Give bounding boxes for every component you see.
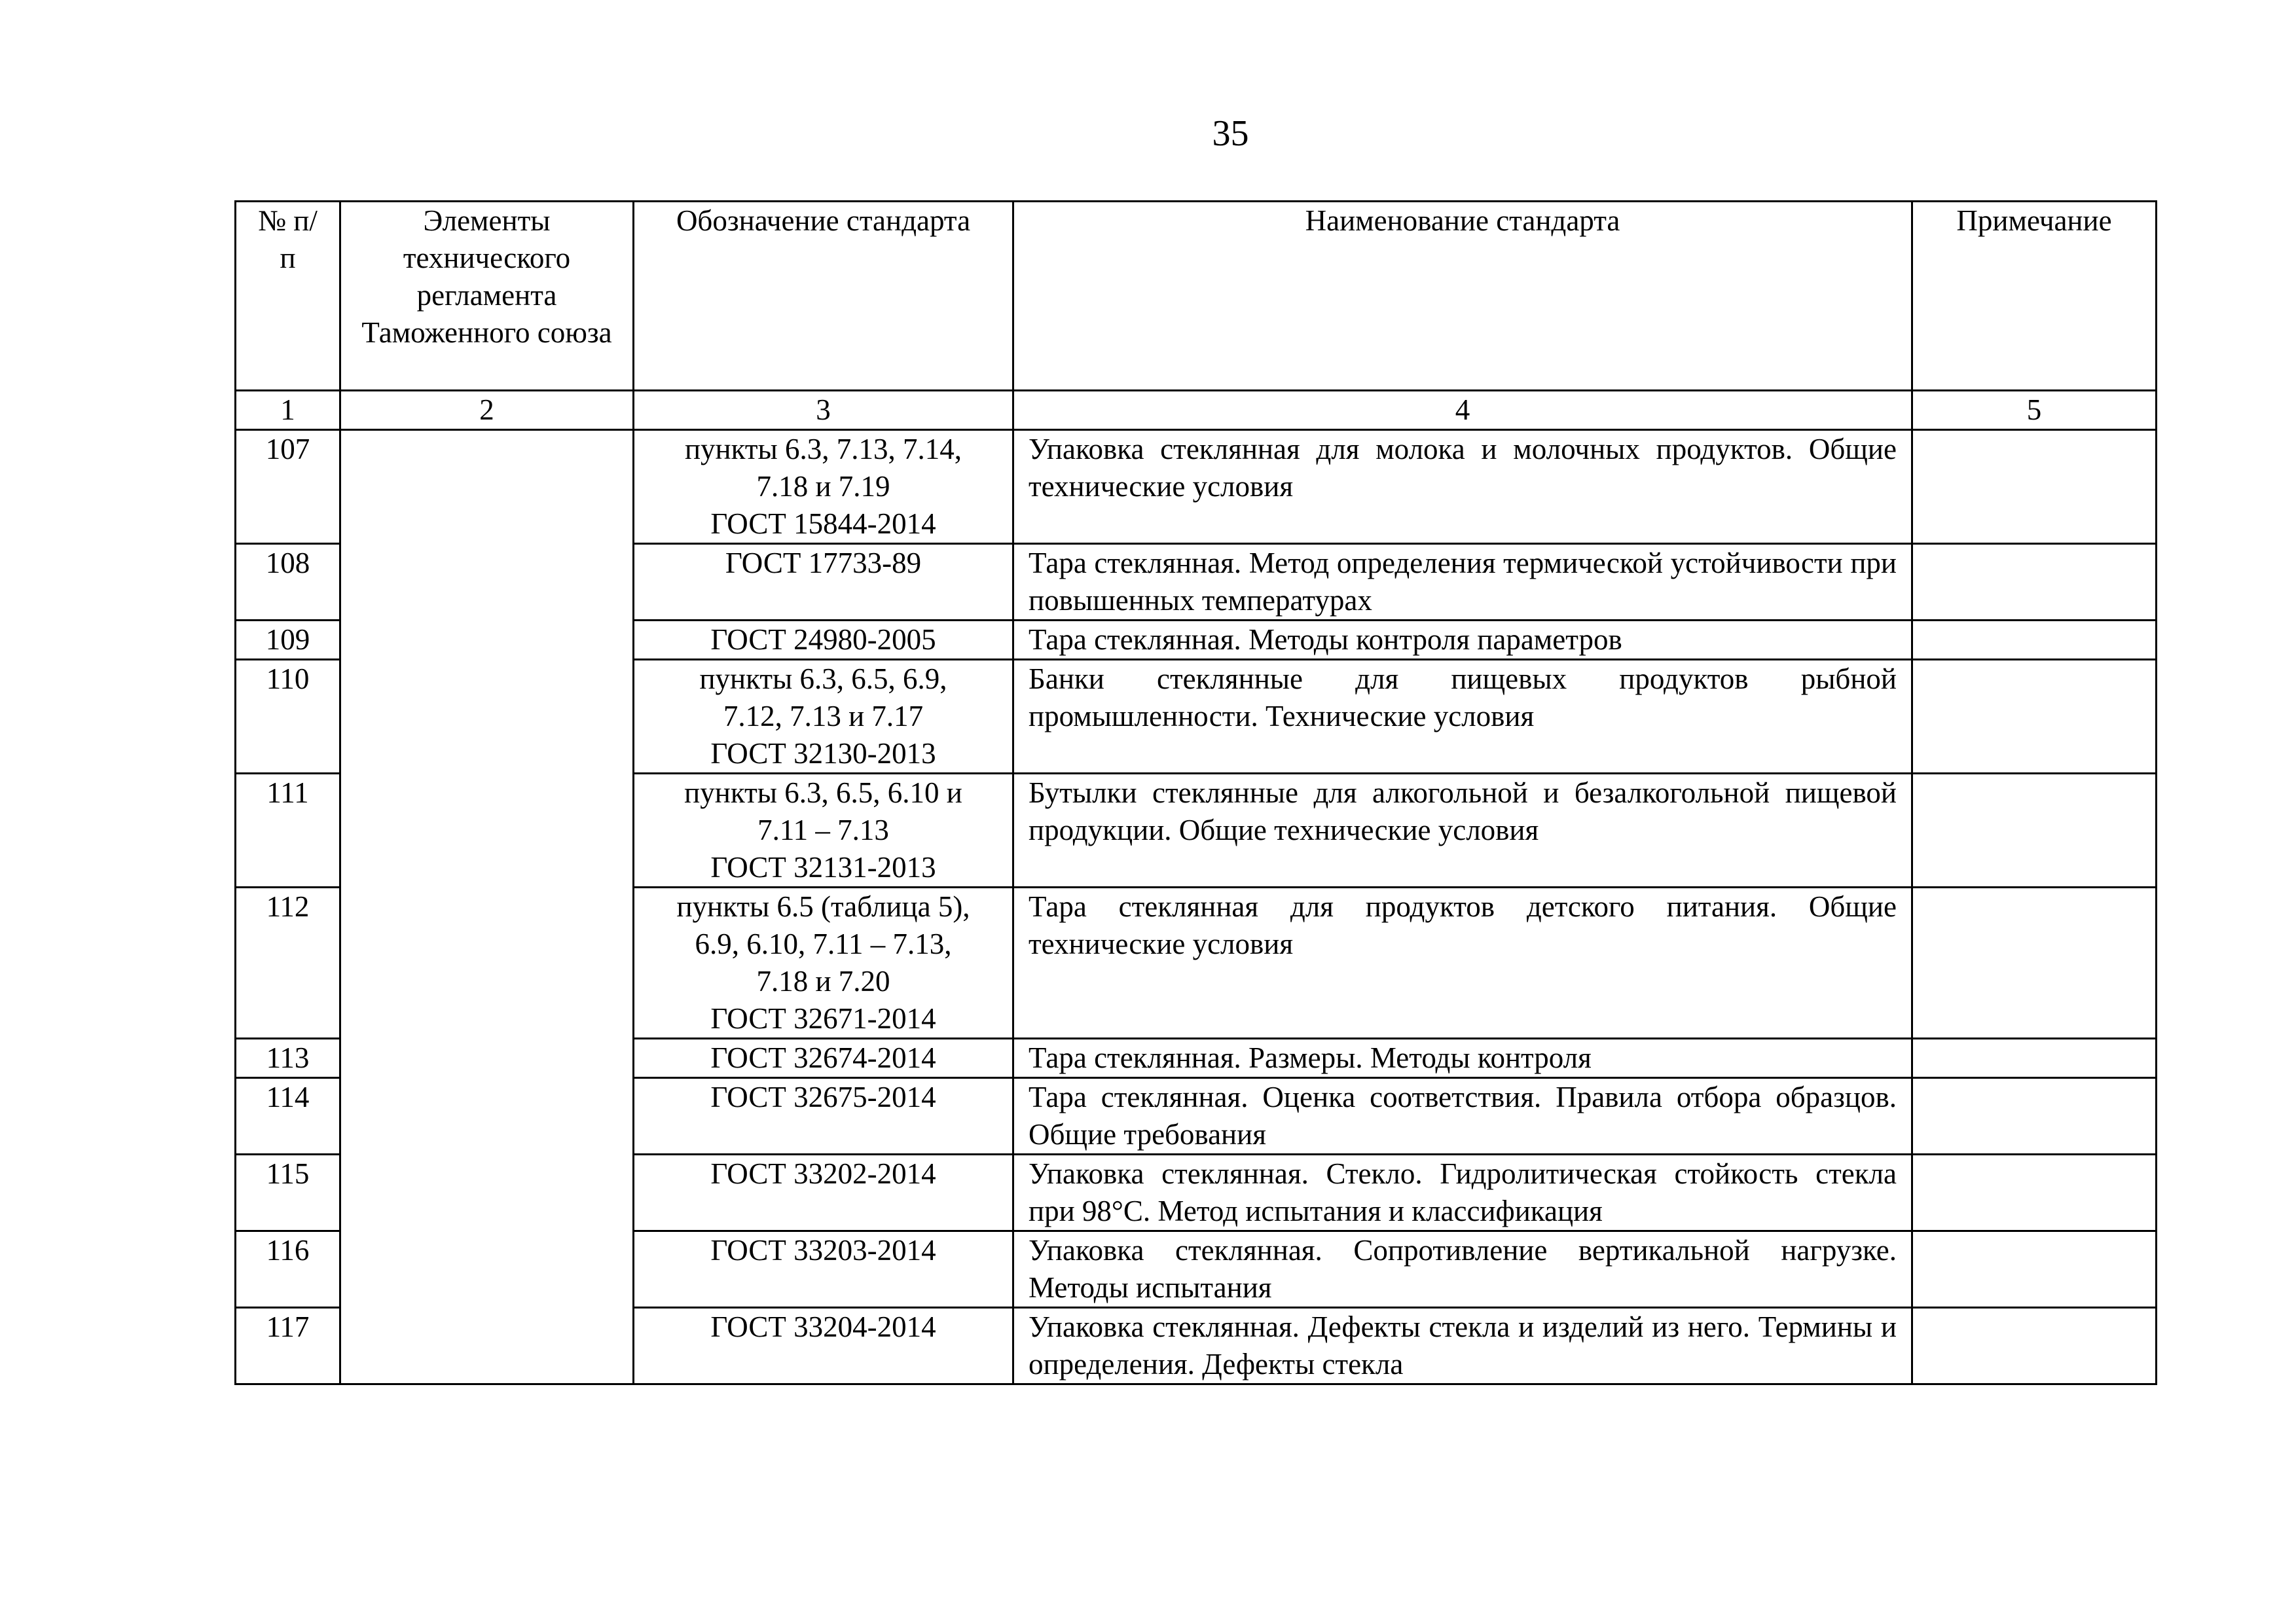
designation-cell: пункты 6.3, 7.13, 7.14, 7.18 и 7.19 ГОСТ 15844-2014 [634,430,1013,544]
note-cell [1912,1155,2157,1231]
note-cell [1912,544,2157,621]
name-cell: Упаковка стеклянная. Стекло. Гидролитическая стойкость стекла при 98°С. Метод испытания и классификация [1013,1155,1912,1231]
row-number: 111 [236,774,340,888]
row-number: 112 [236,888,340,1039]
column-number-row [236,391,2157,430]
name-cell: Упаковка стеклянная. Сопротивление вертикальной нагрузке. Методы испытания [1013,1231,1912,1308]
name-cell: Бутылки стеклянные для алкогольной и безалкогольной пищевой продукции. Общие технические условия [1013,774,1912,888]
column-number: 3 [634,391,1013,430]
name-cell: Упаковка стеклянная для молока и молочных продуктов. Общие технические условия [1013,430,1912,544]
header-elements: Элементы технического регламента Таможенного союза [340,202,634,391]
row-number: 117 [236,1308,340,1384]
name-cell: Тара стеклянная. Метод определения термической устойчивости при повышенных температурах [1013,544,1912,621]
column-number: 5 [1912,391,2157,430]
note-cell [1912,1308,2157,1384]
column-number: 1 [236,391,340,430]
header-note: Примечание [1912,202,2157,391]
designation-cell: ГОСТ 32674-2014 [634,1039,1013,1078]
note-cell [1912,1078,2157,1155]
column-number: 2 [340,391,634,430]
name-cell: Банки стеклянные для пищевых продуктов рыбной промышленности. Технические условия [1013,660,1912,774]
name-cell: Тара стеклянная. Оценка соответствия. Правила отбора образцов. Общие требования [1013,1078,1912,1155]
header-designation: Обозначение стандарта [634,202,1013,391]
note-cell [1912,621,2157,660]
note-cell [1912,774,2157,888]
header-row [236,202,2157,391]
row-number: 115 [236,1155,340,1231]
elements-cell [340,430,634,1384]
row-number: 116 [236,1231,340,1308]
designation-cell: ГОСТ 32675-2014 [634,1078,1013,1155]
note-cell [1912,1231,2157,1308]
row-number: 114 [236,1078,340,1155]
table-row [236,430,2157,544]
column-number: 4 [1013,391,1912,430]
row-number: 110 [236,660,340,774]
row-number: 108 [236,544,340,621]
designation-cell: ГОСТ 33202-2014 [634,1155,1013,1231]
header-name: Наименование стандарта [1013,202,1912,391]
designation-cell: пункты 6.5 (таблица 5), 6.9, 6.10, 7.11 – 7.13, 7.18 и 7.20 ГОСТ 32671-2014 [634,888,1013,1039]
note-cell [1912,1039,2157,1078]
note-cell [1912,430,2157,544]
name-cell: Тара стеклянная для продуктов детского питания. Общие технические условия [1013,888,1912,1039]
note-cell [1912,660,2157,774]
standards-table [234,200,2157,1385]
designation-cell: ГОСТ 33203-2014 [634,1231,1013,1308]
row-number: 113 [236,1039,340,1078]
designation-cell: ГОСТ 33204-2014 [634,1308,1013,1384]
header-number: № п/п [236,202,340,391]
page-number: 35 [1212,113,1249,154]
name-cell: Тара стеклянная. Размеры. Методы контроля [1013,1039,1912,1078]
designation-cell: ГОСТ 17733-89 [634,544,1013,621]
note-cell [1912,888,2157,1039]
designation-cell: пункты 6.3, 6.5, 6.9, 7.12, 7.13 и 7.17 ГОСТ 32130-2013 [634,660,1013,774]
designation-cell: ГОСТ 24980-2005 [634,621,1013,660]
name-cell: Тара стеклянная. Методы контроля параметров [1013,621,1912,660]
designation-cell: пункты 6.3, 6.5, 6.10 и 7.11 – 7.13 ГОСТ 32131-2013 [634,774,1013,888]
row-number: 107 [236,430,340,544]
name-cell: Упаковка стеклянная. Дефекты стекла и изделий из него. Термины и определения. Дефекты стекла [1013,1308,1912,1384]
row-number: 109 [236,621,340,660]
